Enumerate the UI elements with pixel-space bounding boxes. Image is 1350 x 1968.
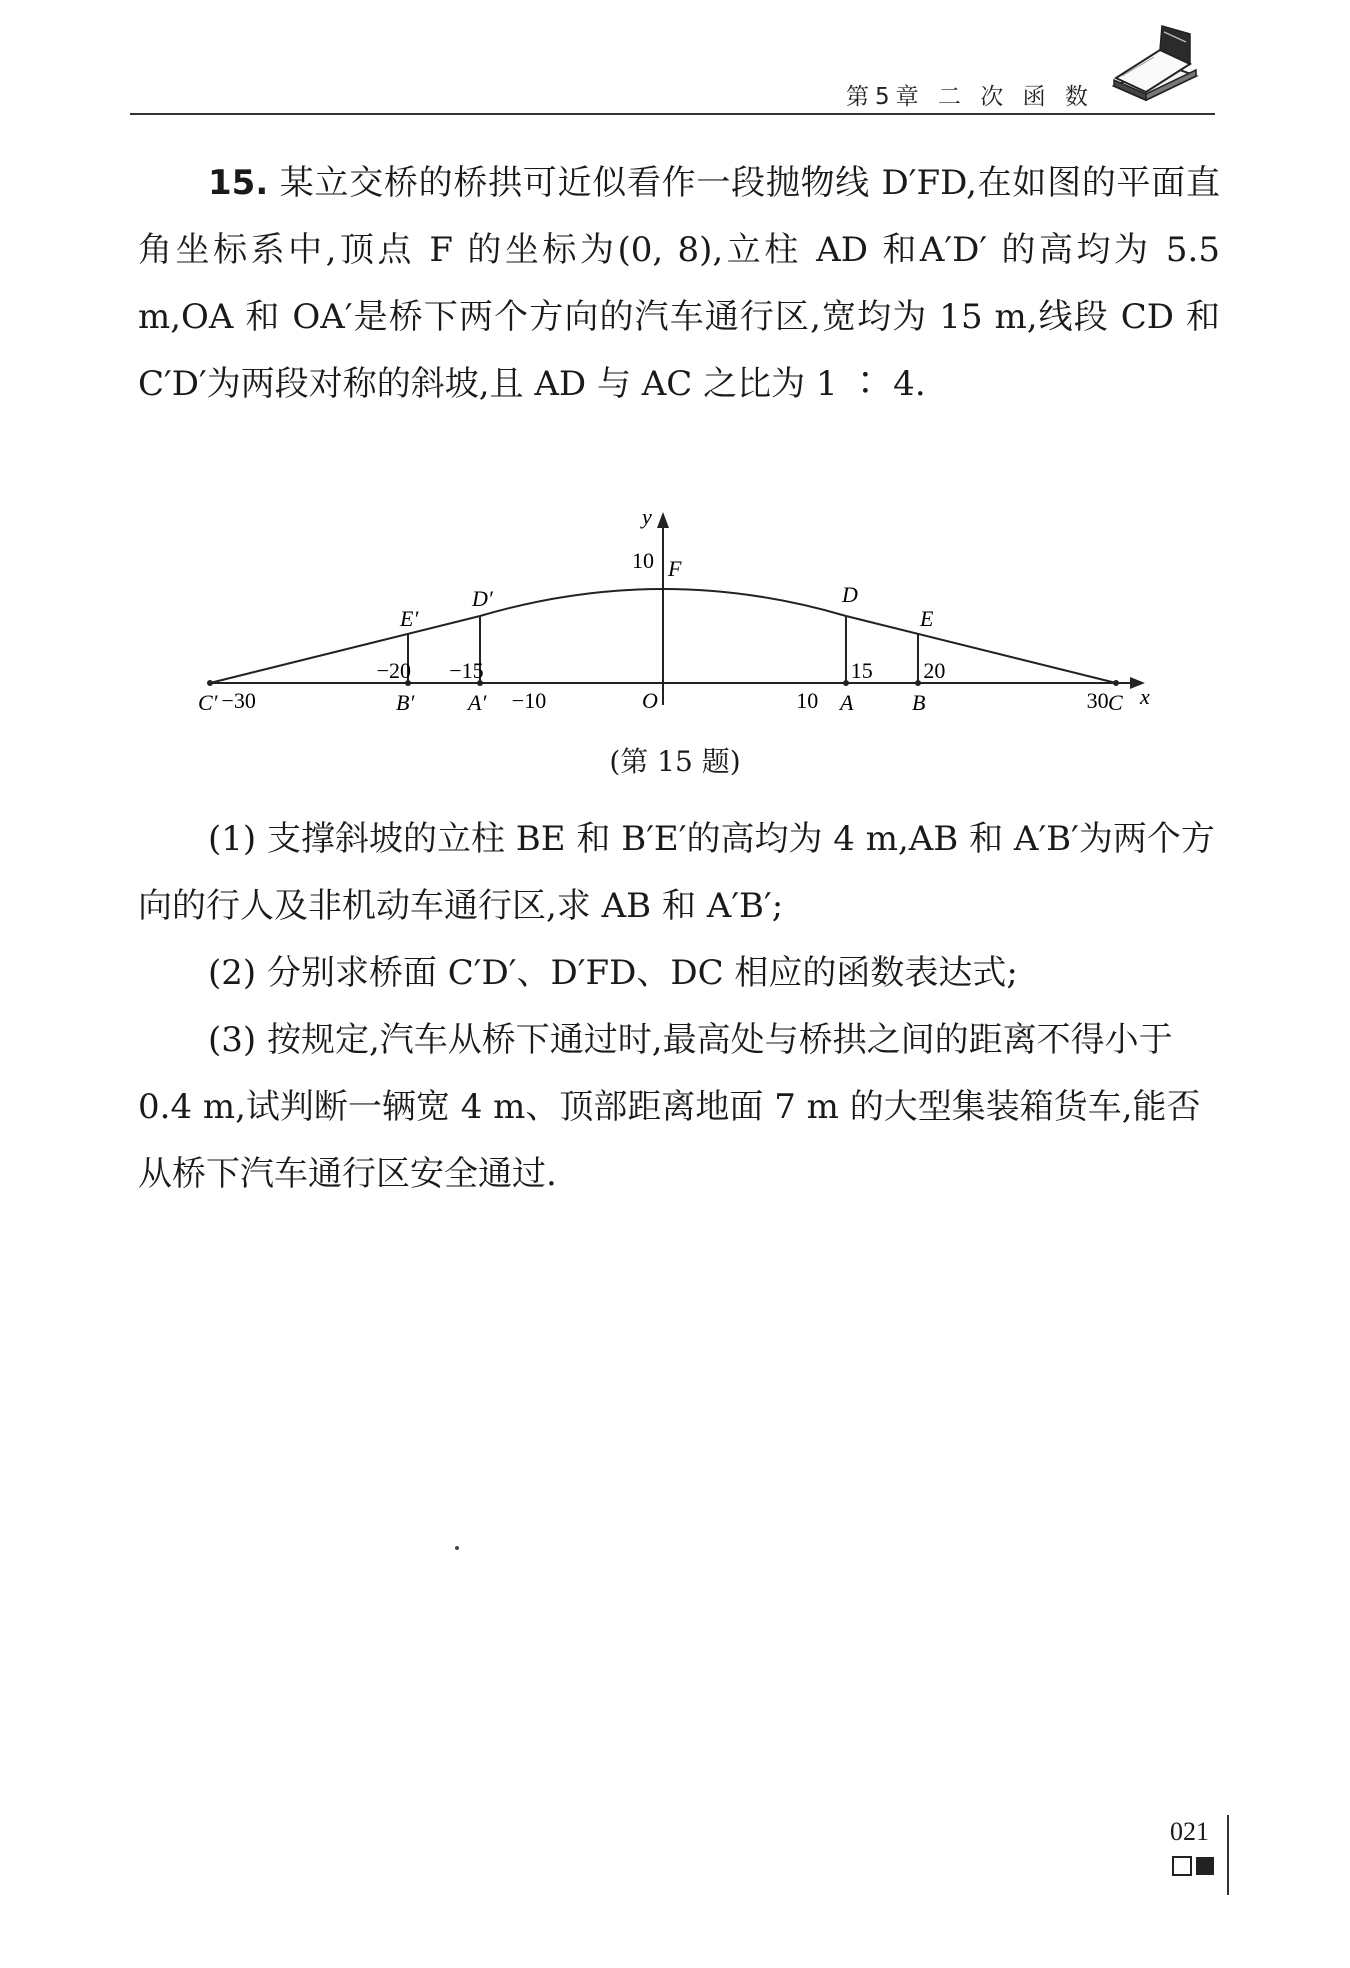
- y-axis-arrow-icon: [657, 512, 669, 528]
- origin-label: O: [642, 688, 658, 713]
- x-tick-label: −30: [221, 688, 256, 713]
- sub-question-1: [138, 806, 1220, 940]
- sub-question-label: (1): [208, 819, 257, 859]
- label-e: E: [920, 606, 934, 631]
- page-rule: [1227, 1815, 1229, 1895]
- x-tick-label: −10: [511, 688, 547, 713]
- label-b-prime: B′: [396, 690, 415, 715]
- x-tick-label: 20: [923, 658, 946, 683]
- point-a-dot: [843, 680, 849, 686]
- book-stack-icon: [1110, 24, 1200, 104]
- sub-question-3: [138, 1007, 1220, 1208]
- y-tick-label: 10: [632, 548, 654, 573]
- label-b: B: [912, 690, 926, 715]
- bridge-right-slope: [846, 616, 1116, 683]
- x-tick-label: 15: [850, 658, 873, 683]
- point-c-dot: [1113, 680, 1119, 686]
- point-c-prime-dot: [207, 680, 213, 686]
- x-tick-label: 10: [796, 688, 819, 713]
- bridge-left-slope: [210, 616, 480, 683]
- sub-question-text: 分别求桥面 C′D′、D′FD、DC 相应的函数表达式;: [266, 953, 1018, 993]
- x-tick-label: 30: [1086, 688, 1109, 713]
- x-tick-label: −20: [376, 658, 412, 683]
- page-number: 021: [1170, 1817, 1209, 1846]
- page-corner-marks-icon: [1172, 1855, 1224, 1877]
- label-f: F: [668, 556, 682, 581]
- question-number: 15.: [208, 163, 269, 203]
- y-axis-label: y: [642, 504, 652, 529]
- header-rule: [130, 113, 1215, 115]
- sub-question-text: 支撑斜坡的立柱 BE 和 B′E′的高均为 4 m,AB 和 A′B′为两个方向的行人及非机动车通行区,求 AB 和 A′B′;: [138, 819, 1215, 926]
- label-c: C: [1108, 690, 1123, 715]
- sub-question-2: [138, 940, 1220, 1007]
- question-text: 某立交桥的桥拱可近似看作一段抛物线 D′FD,在如图的平面直角坐标系中,顶点 F 的坐标为(0, 8),立柱 AD 和A′D′ 的高均为 5.5 m,OA 和 OA′是桥下两个方向的汽车通行区,宽均为 15 m,线段 CD 和C′D′为两段对称的斜坡,且 AD 与 AC 之比为 1 ∶ 4.: [138, 163, 1220, 404]
- label-d: D: [842, 582, 858, 607]
- x-tick-label: −15: [449, 658, 484, 683]
- label-e-prime: E′: [400, 606, 419, 631]
- x-tick-labels: [221, 658, 1108, 713]
- sub-question-label: (3): [208, 1020, 257, 1060]
- chapter-header: 第5章 二 次 函 数: [846, 84, 1094, 110]
- figure-caption: (第 15 题): [609, 745, 741, 778]
- label-a-prime: A′: [468, 690, 487, 715]
- label-c-prime: C′: [198, 690, 218, 715]
- sub-question-text: 按规定,汽车从桥下通过时,最高处与桥拱之间的距离不得小于 0.4 m,试判断一辆宽 4 m、顶部距离地面 7 m 的大型集装箱货车,能否从桥下汽车通行区安全通过.: [138, 1020, 1201, 1194]
- stray-dot: [455, 1546, 459, 1550]
- bridge-figure: [190, 500, 1170, 725]
- sub-question-label: (2): [208, 953, 257, 993]
- question-15: [138, 150, 1220, 418]
- point-b-dot: [915, 680, 921, 686]
- label-a: A: [840, 690, 854, 715]
- x-axis-label: x: [1140, 684, 1150, 709]
- label-d-prime: D′: [472, 586, 493, 611]
